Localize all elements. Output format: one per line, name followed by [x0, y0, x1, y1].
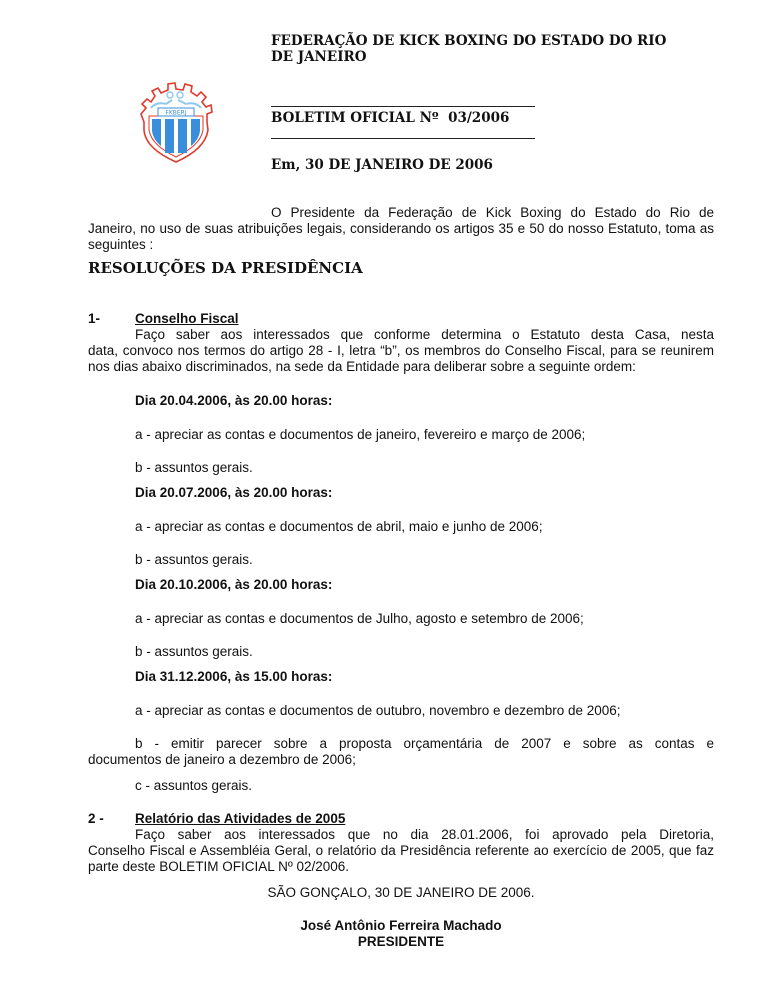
section-2-para-rest: Conselho Fiscal e Assembléia Geral, o relatório da Presidência referente ao exercício de 2005, que faz parte deste BOLETIM OFICIAL Nº 02/2006. — [88, 843, 714, 874]
section-1-para-rest: data, convoco nos termos do artigo 28 - I, letra “b”, os membros do Conselho Fiscal, para se reunirem nos dias abaixo discriminados, na sede da Entidade para deliberar sobre a seguinte ordem: — [88, 343, 714, 374]
section-2-para-first: Faço saber aos interessados que no dia 28.01.2006, foi aprovado pela Diretoria, — [135, 827, 714, 842]
bulletin-number: BOLETIM OFICIAL Nº 03/2006 — [271, 110, 510, 126]
intro-line-1: O Presidente da Federação de Kick Boxing do Estado do Rio de — [271, 205, 714, 220]
signer-name: José Antônio Ferreira Machado — [300, 918, 502, 933]
meeting-4-item-b-first: b - emitir parecer sobre a proposta orçamentária de 2007 e sobre as contas e — [135, 736, 714, 751]
meeting-1-item-a: a - apreciar as contas e documentos de janeiro, fevereiro e março de 2006; — [135, 427, 586, 442]
meeting-2-heading: Dia 20.07.2006, às 20.00 horas: — [135, 485, 333, 500]
section-1-title: Conselho Fiscal — [135, 311, 239, 326]
logo-stripe-3 — [178, 119, 187, 153]
federation-logo — [138, 78, 214, 164]
signer-title: PRESIDENTE — [357, 934, 445, 949]
section-1-para-first: Faço saber aos interessados que conforme determina o Estatuto desta Casa, nesta — [135, 327, 714, 342]
intro-rest: Janeiro, no uso de suas atribuições legais, considerando os artigos 35 e 50 do nosso Estatuto, toma as seguintes : — [88, 221, 714, 252]
federation-name-line2: DE JANEIRO — [271, 49, 367, 65]
meeting-4-item-b — [88, 736, 714, 768]
logo-banner-text: FKBERJ — [165, 109, 187, 117]
intro-paragraph — [88, 205, 714, 253]
closing-place-date: SÃO GONÇALO, 30 DE JANEIRO DE 2006. — [267, 885, 535, 900]
meeting-3-item-a: a - apreciar as contas e documentos de Julho, agosto e setembro de 2006; — [135, 611, 584, 626]
meeting-2-item-a: a - apreciar as contas e documentos de abril, maio e junho de 2006; — [135, 519, 543, 534]
meeting-4-heading: Dia 31.12.2006, às 15.00 horas: — [135, 669, 333, 684]
meeting-4-item-a: a - apreciar as contas e documentos de outubro, novembro e dezembro de 2006; — [135, 703, 621, 718]
meeting-2-item-b: b - assuntos gerais. — [135, 552, 253, 567]
meeting-3-heading: Dia 20.10.2006, às 20.00 horas: — [135, 577, 333, 592]
meeting-4-item-b-rest: documentos de janeiro a dezembro de 2006; — [88, 752, 356, 767]
federation-name-line1: FEDERAÇÃO DE KICK BOXING DO ESTADO DO RIO — [271, 33, 667, 49]
section-2-paragraph — [88, 827, 714, 875]
divider-top — [271, 106, 535, 107]
meeting-1-heading: Dia 20.04.2006, às 20.00 horas: — [135, 393, 333, 408]
section-2-number: 2 - — [88, 811, 104, 826]
divider-bottom — [271, 138, 535, 139]
meeting-1-item-b: b - assuntos gerais. — [135, 460, 253, 475]
logo-stripe-2 — [165, 119, 174, 153]
bulletin-date: Em, 30 DE JANEIRO DE 2006 — [271, 157, 493, 173]
meeting-3-item-b: b - assuntos gerais. — [135, 644, 253, 659]
meeting-4-item-c: c - assuntos gerais. — [135, 778, 253, 793]
section-1-paragraph — [88, 327, 714, 375]
resolutions-title: RESOLUÇÕES DA PRESIDÊNCIA — [88, 259, 363, 277]
section-2-title: Relatório das Atividades de 2005 — [135, 811, 346, 826]
section-1-number: 1- — [88, 311, 101, 326]
federation-name — [271, 33, 731, 65]
